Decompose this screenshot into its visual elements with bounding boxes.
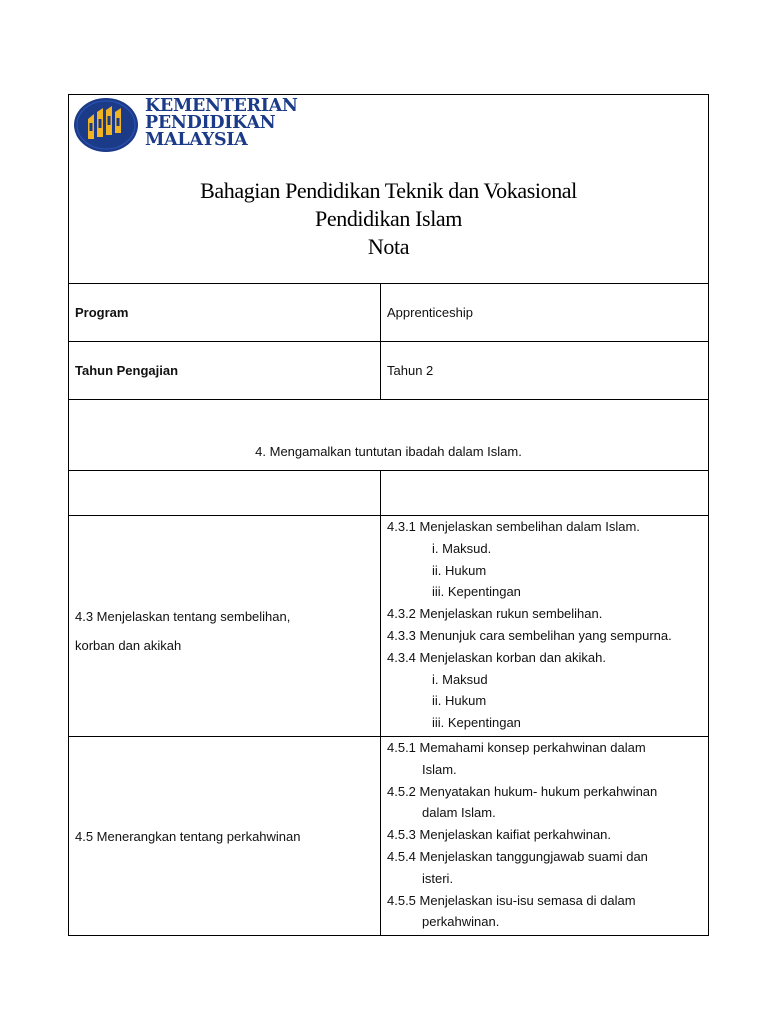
logo-line-1: KEMENTERIAN [145, 96, 298, 116]
section-4-5-label: 4.5 Menerangkan tentang perkahwinan [75, 828, 301, 844]
document-table [68, 94, 709, 936]
outcome-4-5-item: 4.5.1 Memahami konsep perkahwinan dalam [387, 739, 646, 755]
program-row [69, 284, 708, 342]
logo-line-2: PENDIDIKAN [145, 113, 276, 133]
program-label: Program [69, 284, 381, 341]
outcome-4-3-item: 4.3.3 Menunjuk cara sembelihan yang sempurna. [387, 627, 672, 643]
outcome-4-5-item: 4.5.3 Menjelaskan kaifiat perkahwinan. [387, 827, 612, 843]
outcome-4-5-item: Islam. [422, 761, 457, 777]
year-row [69, 342, 708, 400]
section-4-3-topic [69, 516, 381, 736]
outcome-4-5-item: 4.5.5 Menjelaskan isu-isu semasa di dalam [387, 892, 636, 908]
outcome-4-3-item: iii. Kepentingan [432, 584, 521, 600]
outcome-4-3-item: i. Maksud [432, 671, 488, 687]
outcome-4-3-item: 4.3.1 Menjelaskan sembelihan dalam Islam. [387, 519, 640, 534]
outcome-4-3-item: 4.3.4 Menjelaskan korban dan akikah. [387, 649, 606, 665]
header-section [69, 95, 708, 284]
empty-cell-left [69, 471, 381, 515]
outcome-4-5-item: perkahwinan. [422, 914, 500, 930]
outcome-4-5-item: 4.5.2 Menyatakan hukum- hukum perkahwinan [387, 783, 658, 799]
outcome-4-5-item: 4.5.4 Menjelaskan tanggungjawab suami dan [387, 848, 648, 864]
outcome-4-3-item: 4.3.2 Menjelaskan rukun sembelihan. [387, 606, 603, 622]
ministry-name [145, 98, 298, 149]
title-line-2: Pendidikan Islam [315, 206, 462, 231]
title-line-3: Nota [367, 234, 410, 259]
outcome-4-3-item: ii. Hukum [432, 562, 487, 578]
topic-row [69, 400, 708, 471]
ministry-logo [73, 97, 313, 153]
topic-title: 4. Mengamalkan tuntutan ibadah dalam Islam. [255, 444, 522, 459]
empty-row [69, 471, 708, 516]
section-4-5-topic [69, 737, 381, 935]
year-value: Tahun 2 [387, 363, 434, 378]
program-value: Apprenticeship [387, 305, 473, 320]
empty-cell-right [381, 471, 708, 515]
outcome-4-3-item: iii. Kepentingan [432, 715, 521, 731]
title-line-1: Bahagian Pendidikan Teknik dan Vokasional [200, 178, 577, 203]
outcome-4-3-item: i. Maksud. [432, 540, 492, 556]
section-4-3-outcomes [381, 516, 708, 736]
outcome-4-5-item: isteri. [422, 870, 454, 886]
document-title [69, 177, 708, 261]
section-4-5-outcomes [381, 737, 708, 935]
logo-line-3: MALAYSIA [145, 130, 248, 150]
section-4-3-line-2: korban dan akikah [75, 637, 182, 653]
section-4-3-row [69, 516, 708, 737]
outcome-4-5-item: dalam Islam. [422, 805, 496, 821]
section-4-5-row [69, 737, 708, 935]
year-label: Tahun Pengajian [69, 342, 381, 399]
outcome-4-3-item: ii. Hukum [432, 693, 487, 709]
ministry-emblem-icon [73, 97, 139, 153]
section-4-3-line-1: 4.3 Menjelaskan tentang sembelihan, [75, 608, 291, 624]
